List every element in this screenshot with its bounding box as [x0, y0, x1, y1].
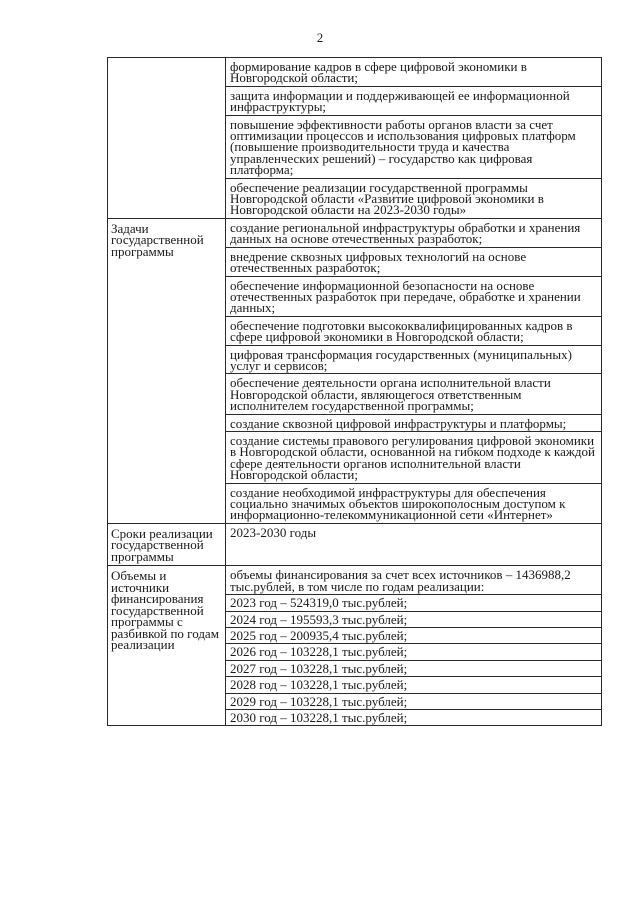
row-label-cell	[108, 58, 226, 219]
list-item: 2028 год – 103228,1 тыс.рублей;	[226, 676, 601, 692]
list-item: 2029 год – 103228,1 тыс.рублей;	[226, 693, 601, 709]
row-content-cell	[226, 566, 602, 726]
list-item: объемы финансирования за счет всех источников – 1436988,2 тыс.рублей, в том числе по годам реализации:	[230, 567, 571, 594]
list-item: 2025 год – 200935,4 тыс.рублей;	[226, 627, 601, 643]
list-item: повышение эффективности работы органов власти за счет оптимизации процессов и использования цифровых платформ (повышение производительности труда и качества управленческих решений) – государство как цифровая платформа;	[226, 115, 601, 178]
list-item: создание региональной инфраструктуры обработки и хранения данных на основе отечественных разработок;	[230, 219, 581, 247]
list-item: 2023 год – 524319,0 тыс.рублей;	[226, 594, 601, 610]
table-row-timeframe	[108, 523, 602, 566]
list-item: обеспечение информационной безопасности на основе отечественных разработок при передаче, обработке и хранении данных;	[226, 276, 601, 316]
list-item: 2027 год – 103228,1 тыс.рублей;	[226, 660, 601, 676]
list-item: обеспечение подготовки высококвалифицированных кадров в сфере цифровой экономики в Новгородской области;	[226, 316, 601, 345]
list-item: создание системы правового регулирования цифровой экономики в Новгородской области, основанной на гибком подходе к каждой сфере деятельности органов исполнительной власти Новгородской области;	[226, 431, 601, 483]
list-item: создание сквозной цифровой инфраструктуры и платформы;	[226, 414, 601, 431]
row-content-cell	[226, 523, 602, 566]
row-label-cell	[108, 566, 226, 726]
table-row-funding	[108, 566, 602, 726]
row-content-cell	[226, 218, 602, 523]
row-label: Сроки реализации государственной программы	[111, 525, 213, 564]
list-item: защита информации и поддерживающей ее информационной инфраструктуры;	[226, 86, 601, 115]
row-label-cell	[108, 523, 226, 566]
list-item: обеспечение реализации государственной программы Новгородской области «Развитие цифровой экономики в Новгородской области на 2023-2030 годы»	[226, 178, 601, 218]
row-label: Объемы и источники финансирования государственной программы с разбивкой по годам реализации	[111, 568, 219, 653]
row-label	[108, 58, 225, 65]
list-item: формирование кадров в сфере цифровой экономики в Новгородской области;	[230, 59, 527, 86]
passport-table	[107, 57, 602, 726]
list-item: 2023-2030 годы	[230, 524, 317, 540]
table-row-tasks	[108, 218, 602, 523]
list-item: внедрение сквозных цифровых технологий на основе отечественных разработок;	[226, 247, 601, 276]
list-item: 2030 год – 103228,1 тыс.рублей;	[226, 709, 601, 725]
row-label-cell	[108, 218, 226, 523]
table-row-goals-continued	[108, 58, 602, 219]
list-item: 2026 год – 103228,1 тыс.рублей;	[226, 643, 601, 659]
page-number: 2	[316, 30, 324, 45]
row-label: Задачи государственной программы	[111, 220, 204, 259]
list-item: обеспечение деятельности органа исполнительной власти Новгородской области, являющегося ответственным исполнителем государственной программы;	[226, 373, 601, 413]
row-content-cell	[226, 58, 602, 219]
list-item: создание необходимой инфраструктуры для обеспечения социально значимых объектов широкополосным доступом к информационно-телекоммуникационной сети «Интернет»	[226, 483, 601, 523]
list-item: цифровая трансформация государственных (муниципальных) услуг и сервисов;	[226, 345, 601, 374]
list-item: 2024 год – 195593,3 тыс.рублей;	[226, 611, 601, 627]
